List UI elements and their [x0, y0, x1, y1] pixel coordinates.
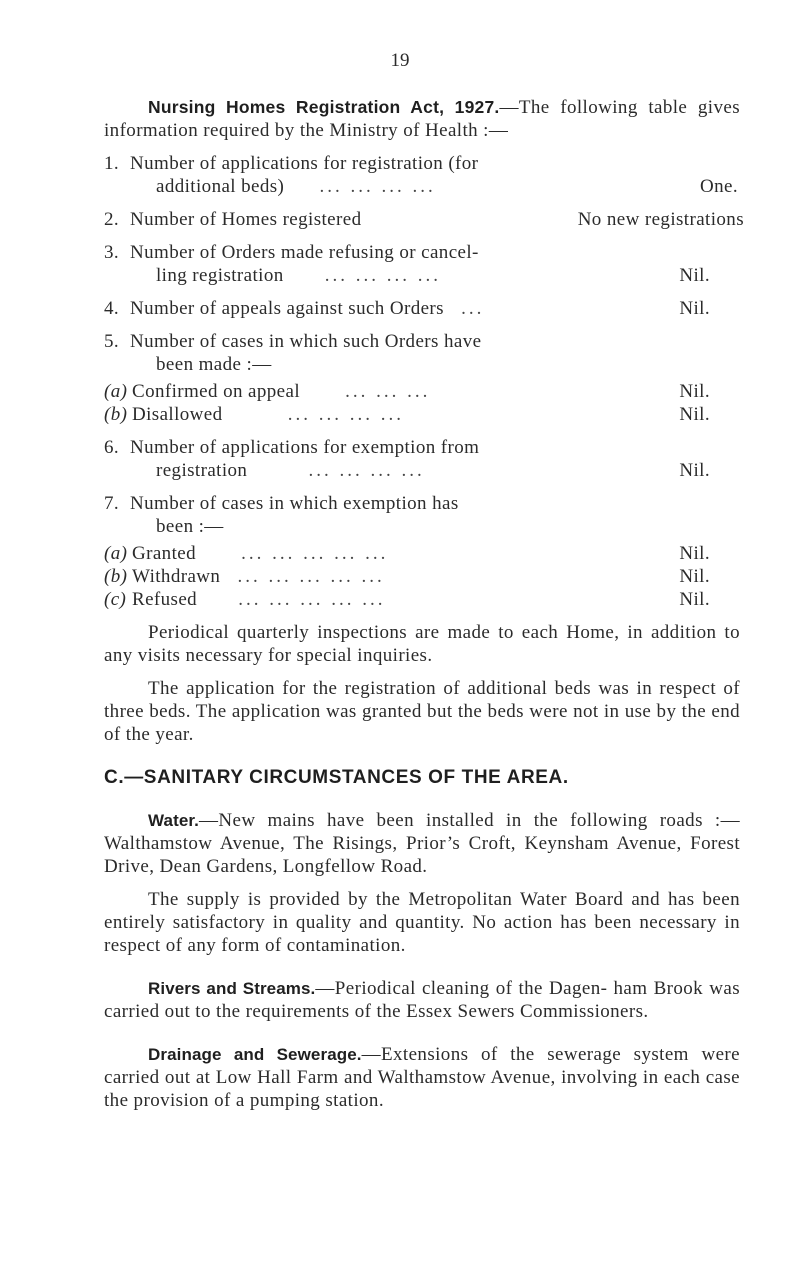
item-text-line-1: Number of Orders made refusing or cancel-	[130, 242, 479, 263]
para-inspections: Periodical quarterly inspections are made to each Home, in addition to any visits necessary for special inquiries.	[104, 622, 740, 666]
table-item-5	[104, 330, 740, 426]
sub-item-value: Nil.	[679, 381, 710, 402]
item-text-line-1: Number of cases in which such Orders have	[130, 331, 482, 352]
section-title-sanitary: C.—SANITARY CIRCUMSTANCES OF THE AREA.	[104, 767, 569, 788]
item-value: Nil.	[679, 265, 710, 286]
item-text-line-1: Number of Homes registered	[130, 209, 362, 230]
item-number: 3.	[104, 242, 120, 263]
leader-dots: ... ... ... ...	[324, 265, 442, 286]
table-item-2	[104, 208, 744, 231]
sub-item-5b	[104, 403, 740, 426]
sub-item-value: Nil.	[679, 543, 710, 564]
sub-item-text: Refused	[132, 589, 198, 610]
item-number: 7.	[104, 493, 120, 514]
sub-item-text: Withdrawn	[132, 566, 221, 587]
leader-dots: ... ... ... ... ...	[237, 566, 385, 587]
sub-item-value: Nil.	[679, 589, 710, 610]
item-text-line-1: Number of cases in which exemption has	[130, 493, 459, 514]
item-number: 4.	[104, 298, 120, 319]
item-text-line-1: Number of applications for exemption from	[130, 437, 480, 458]
drainage-heading: Drainage and Sewerage.	[148, 1045, 362, 1064]
item-value: No new registrations	[577, 209, 744, 230]
leader-dots: ... ... ... ...	[287, 404, 404, 425]
registration-table	[104, 152, 744, 611]
item-text-line-2: been :—	[156, 516, 224, 537]
table-item-3	[104, 241, 740, 287]
sub-item-letter: (a)	[104, 543, 128, 564]
water-text: —New mains have been installed in the following roads :—Walthamstow Avenue, The Risings, Prior’s Croft, Keynsham Avenue, Forest Drive, Dean Gardens, Longfellow Road.	[104, 810, 740, 877]
nursing-homes-heading: Nursing Homes Registration Act, 1927.	[148, 97, 500, 117]
nursing-homes-intro	[104, 96, 740, 142]
item-number: 5.	[104, 331, 120, 352]
sub-item-letter: (a)	[104, 381, 128, 402]
item-value: Nil.	[679, 460, 710, 481]
sub-item-letter: (b)	[104, 404, 128, 425]
rivers-text: —Periodical cleaning of the Dagen- ham Brook was carried out to the requirements of the Essex Sewers Commissioners.	[104, 978, 740, 1022]
table-item-4	[104, 297, 740, 320]
item-text-line-2: registration	[156, 460, 248, 481]
rivers-heading: Rivers and Streams.	[148, 979, 316, 998]
table-item-1	[104, 152, 740, 198]
sub-item-7c	[104, 588, 740, 611]
sub-item-text: Confirmed on appeal	[132, 381, 300, 402]
leader-dots: ... ... ... ... ...	[238, 589, 386, 610]
leader-dots: ... ... ...	[345, 381, 431, 402]
item-text-line-2: been made :—	[156, 354, 272, 375]
page-number: 19	[390, 50, 410, 71]
sub-item-5a	[104, 380, 740, 403]
table-item-6	[104, 436, 740, 482]
page-content	[104, 96, 744, 1112]
sub-item-7a	[104, 542, 740, 565]
leader-dots: ... ... ... ...	[308, 460, 425, 481]
leader-dots: ...	[461, 298, 485, 319]
sub-item-letter: (b)	[104, 566, 128, 587]
item-text-line-2: ling registration	[156, 265, 284, 286]
para-water	[104, 809, 740, 878]
sub-item-value: Nil.	[679, 566, 710, 587]
item-value: Nil.	[679, 298, 710, 319]
leader-dots: ... ... ... ... ...	[241, 543, 389, 564]
para-drainage	[104, 1043, 740, 1112]
para-supply: The supply is provided by the Metropolitan Water Board and has been entirely satisfactory in quality and quantity. No action has been necessary in respect of any form of contamination.	[104, 889, 740, 956]
item-text-line-1: Number of applications for registration (for	[130, 153, 479, 174]
sub-item-text: Disallowed	[132, 404, 223, 425]
item-text-line-2: additional beds)	[156, 176, 285, 197]
sub-item-letter: (c)	[104, 589, 127, 610]
leader-dots: ... ... ... ...	[319, 176, 436, 197]
nursing-homes-intro-text: —The following table gives information required by the Ministry of Health :—	[104, 97, 740, 141]
drainage-text: —Extensions of the sewerage system were carried out at Low Hall Farm and Walthamstow Avenue, involving in each case the provision of a pumping station.	[104, 1044, 740, 1111]
item-number: 6.	[104, 437, 120, 458]
item-number: 1.	[104, 153, 120, 174]
sub-item-value: Nil.	[679, 404, 710, 425]
sub-item-text: Granted	[132, 543, 196, 564]
item-number: 2.	[104, 209, 120, 230]
para-application: The application for the registration of additional beds was in respect of three beds. The application was granted but the beds were not in use by the end of the year.	[104, 678, 740, 745]
item-text-line-1: Number of appeals against such Orders	[130, 298, 444, 319]
water-heading: Water.	[148, 811, 199, 830]
sub-item-7b	[104, 565, 740, 588]
para-rivers	[104, 977, 740, 1023]
table-item-7	[104, 492, 740, 611]
item-value: One.	[699, 176, 738, 197]
